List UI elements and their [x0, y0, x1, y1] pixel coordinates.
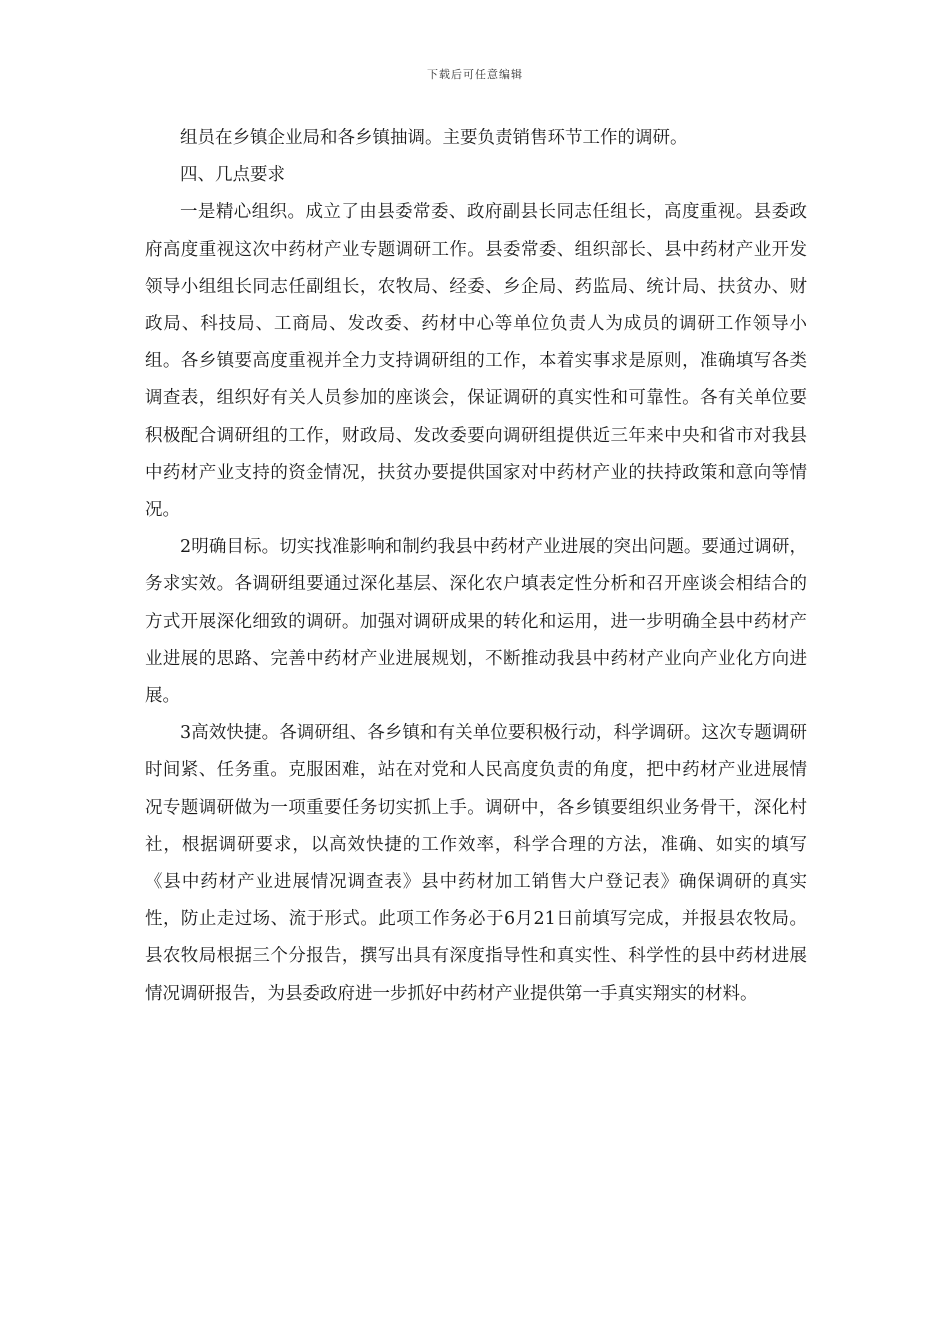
document-body [145, 120, 807, 1013]
section-heading: 四、几点要求 [180, 165, 285, 186]
paragraph-goals: 2明确目标。切实找准影响和制约我县中药材产业进展的突出问题。要通过调研，务求实效。各调研组要通过深化基层、深化农户填表定性分析和召开座谈会相结合的方式开展深化细致的调研。加强对调研成果的转化和运用，进一步明确全县中药材产业进展的思路、完善中药材产业进展规划，不断推动我县中药材产业向产业化方向进展。 [145, 537, 807, 707]
paragraph-organization: 一是精心组织。成立了由县委常委、政府副县长同志任组长，高度重视。县委政府高度重视这次中药材产业专题调研工作。县委常委、组织部长、县中药材产业开发领导小组组长同志任副组长，农牧局、经委、乡企局、药监局、统计局、扶贫办、财政局、科技局、工商局、发改委、药材中心等单位负责人为成员的调研工作领导小组。各乡镇要高度重视并全力支持调研组的工作，本着实事求是原则，准确填写各类调查表，组织好有关人员参加的座谈会，保证调研的真实性和可靠性。各有关单位要积极配合调研组的工作，财政局、发改委要向调研组提供近三年来中央和省市对我县中药材产业支持的资金情况，扶贫办要提供国家对中药材产业的扶持政策和意向等情况。 [145, 202, 807, 521]
paragraph-continuation: 组员在乡镇企业局和各乡镇抽调。主要负责销售环节工作的调研。 [180, 128, 688, 148]
paragraph-efficiency: 3高效快捷。各调研组、各乡镇和有关单位要积极行动，科学调研。这次专题调研时间紧、任务重。克服困难，站在对党和人民高度负责的角度，把中药材产业进展情况专题调研做为一项重要任务切实抓上手。调研中，各乡镇要组织业务骨干，深化村社，根据调研要求，以高效快捷的工作效率，科学合理的方法，准确、如实的填写《县中药材产业进展情况调查表》县中药材加工销售大户登记表》确保调研的真实性，防止走过场、流于形式。此项工作务必于6月21日前填写完成，并报县农牧局。县农牧局根据三个分报告，撰写出具有深度指导性和真实性、科学性的县中药材进展情况调研报告，为县委政府进一步抓好中药材产业提供第一手真实翔实的材料。 [145, 723, 807, 1004]
page-header-note: 下载后可任意编辑 [427, 68, 523, 81]
